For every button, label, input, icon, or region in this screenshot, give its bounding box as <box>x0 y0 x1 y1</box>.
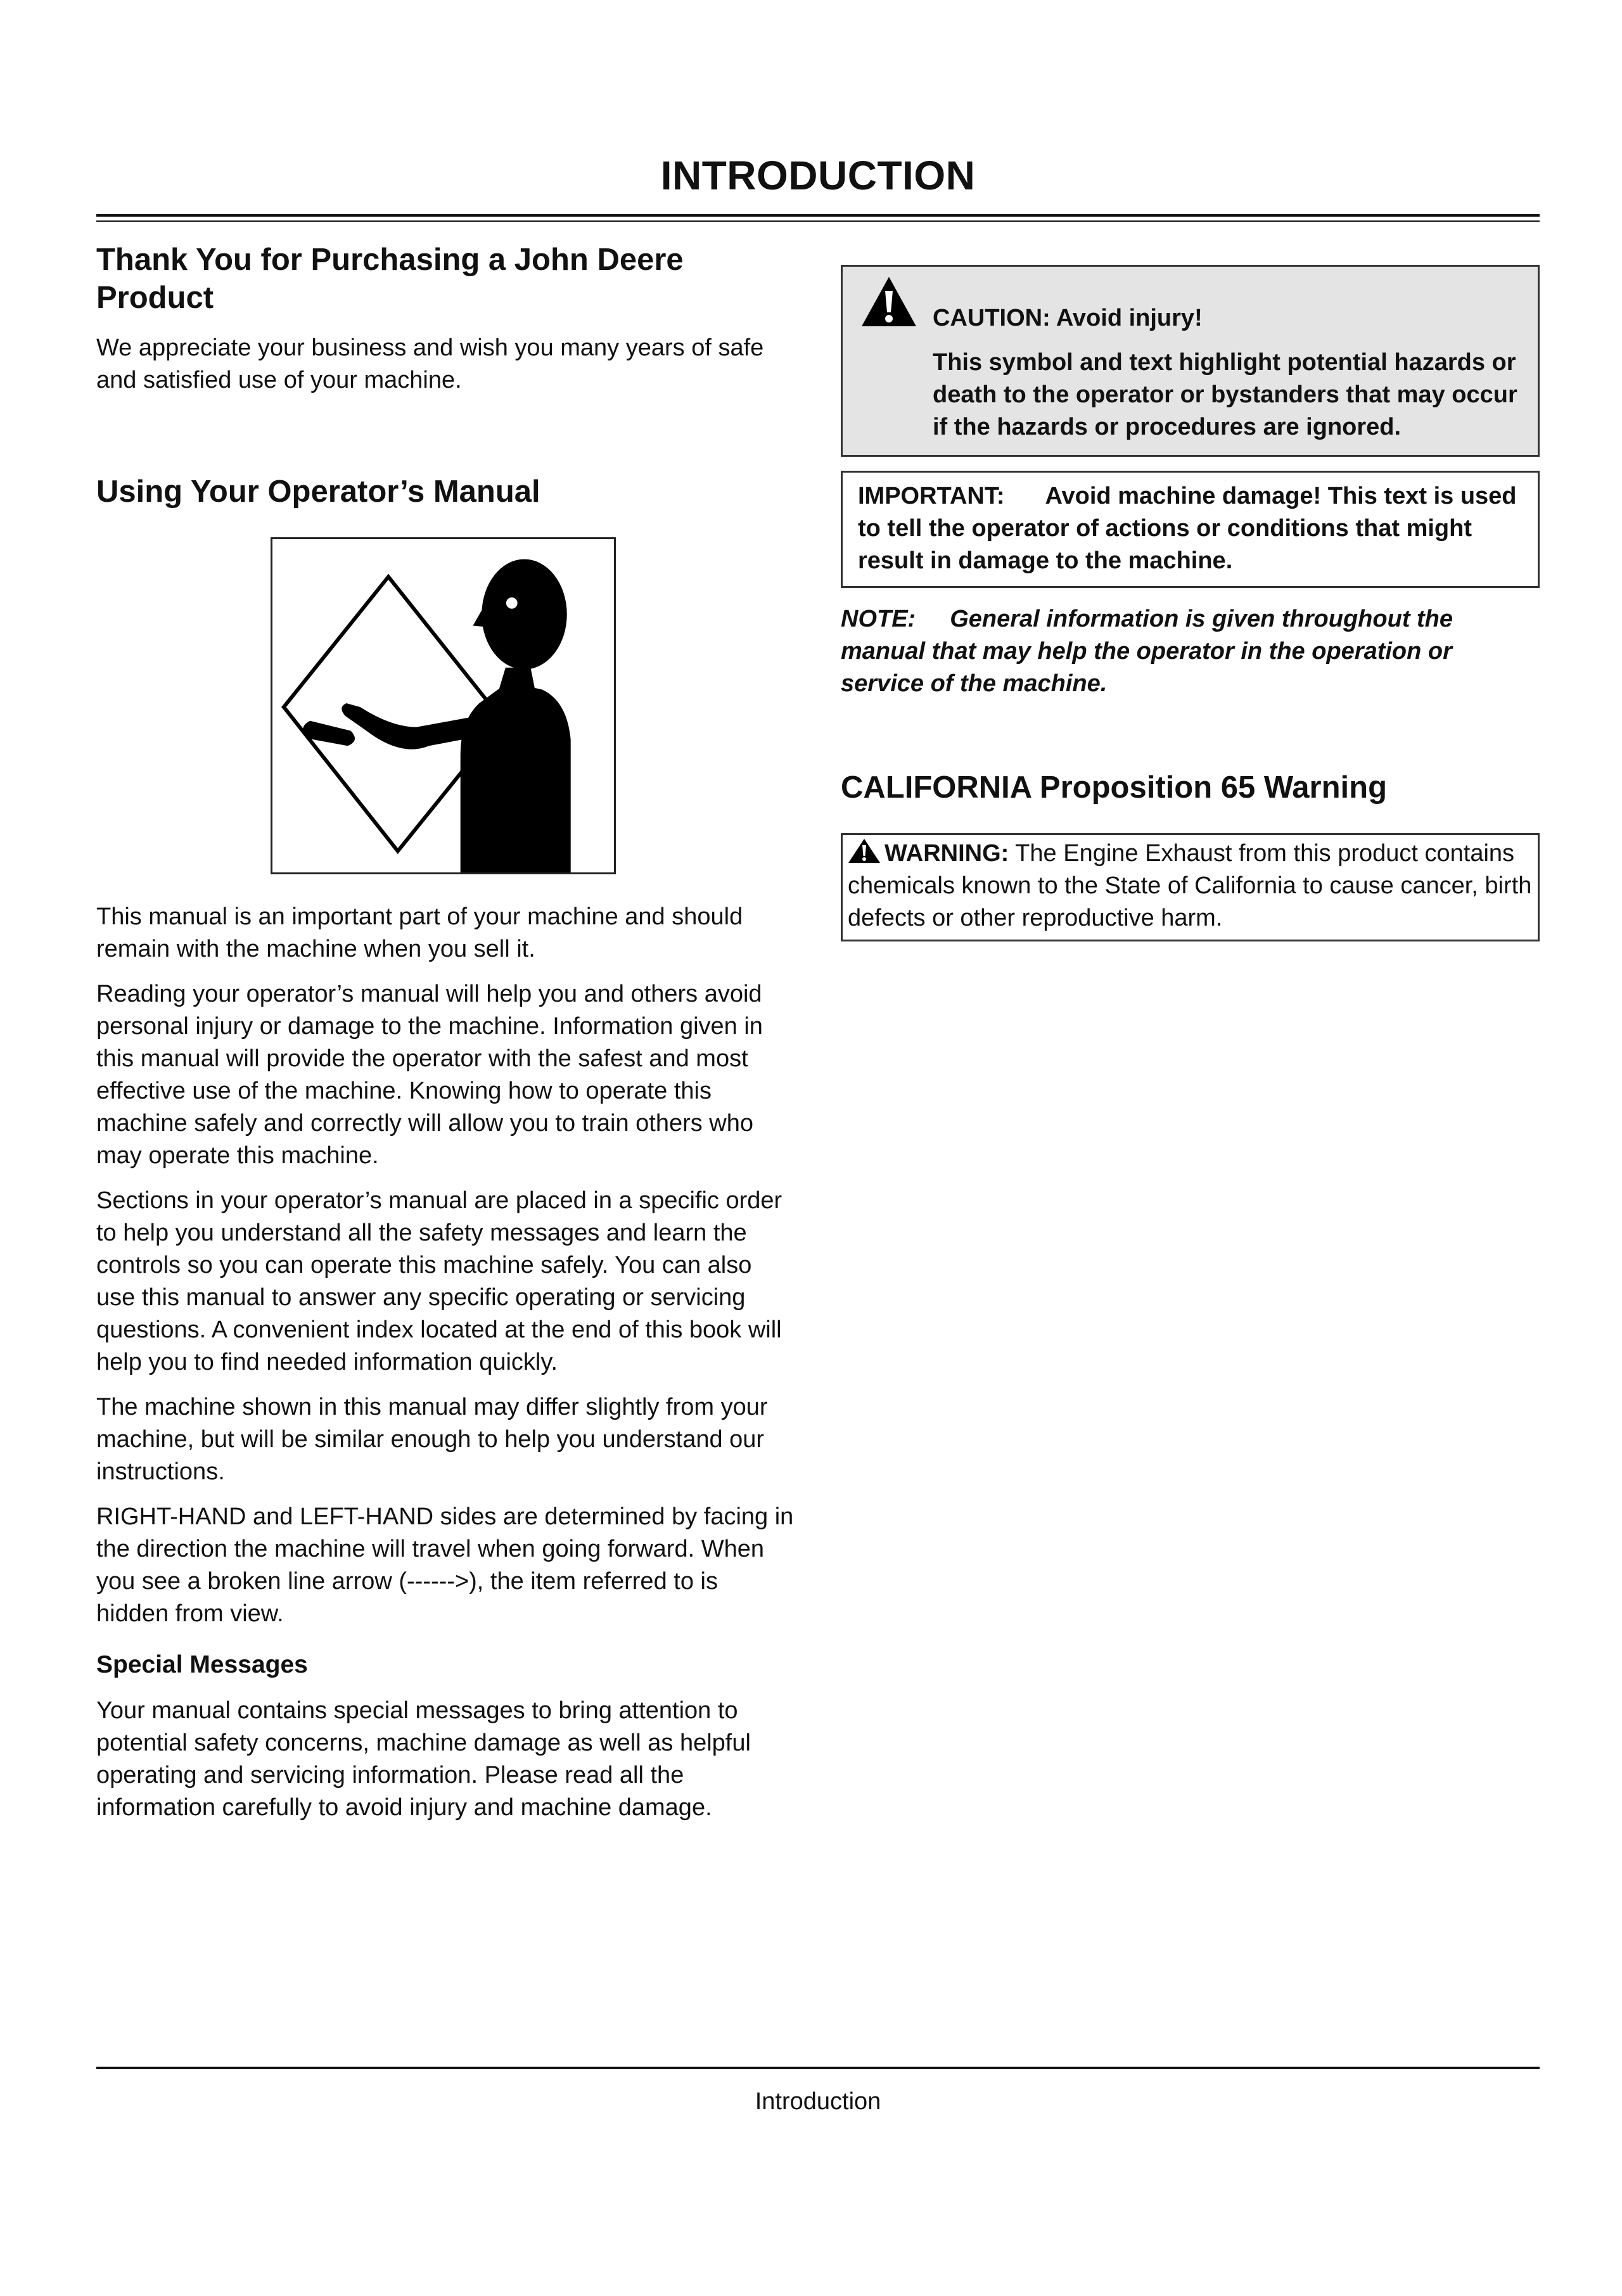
note <box>841 603 1540 700</box>
prop65-warning-box <box>841 833 1540 941</box>
caution-box <box>841 265 1540 457</box>
paragraph-machine-differ: The machine shown in this manual may differ slightly from your machine, but will be similar enough to help you understand our instructions. <box>96 1394 768 1485</box>
important-text: Avoid machine damage! This text is used to tell the operator of actions or conditions that might result in damage to the machine. <box>858 483 1517 574</box>
thankyou-text: We appreciate your business and wish you many years of safe and satisfied use of your machine. <box>96 335 764 393</box>
warning-triangle-icon <box>848 838 881 864</box>
header-rule <box>96 214 1540 222</box>
footer-rule <box>96 2067 1540 2069</box>
note-label: NOTE: <box>841 606 916 632</box>
paragraph-reading-manual: Reading your operator’s manual will help you and others avoid personal injury or damage to the machine. Information given in this manual will provide the operator with the safest and most effective use of the machine. Knowing how to operate this machine safely and correctly will allow you to train others who may operate this machine. <box>96 981 763 1169</box>
warning-label: WARNING: <box>884 840 1009 867</box>
warning-triangle-icon <box>860 276 917 328</box>
thankyou-heading: Thank You for Purchasing a John Deere Product <box>96 243 684 315</box>
manual-heading: Using Your Operator’s Manual <box>96 475 540 509</box>
page-title: INTRODUCTION <box>660 153 976 198</box>
important-label: IMPORTANT: <box>858 483 1005 509</box>
caution-heading: CAUTION: Avoid injury! <box>933 305 1203 331</box>
paragraph-sections: Sections in your operator’s manual are placed in a specific order to help you understand all the safety messages and learn the controls so you can operate this machine safely. You can also use this manual to answer any specific operating or servicing questions. A convenient index located at the end of this book will help you to find needed information quickly. <box>96 1187 782 1375</box>
caution-body: This symbol and text highlight potential hazards or death to the operator or bystanders that may occur if the hazards or procedures are ignored. <box>933 349 1517 440</box>
right-column <box>841 265 1540 941</box>
page-footer: Introduction <box>755 2088 881 2115</box>
note-text: General information is given throughout the manual that may help the operator in the operation or service of the machine. <box>841 606 1453 697</box>
special-messages-text: Your manual contains special messages to bring attention to potential safety concerns, machine damage as well as helpful operating and servicing information. Please read all the information carefully to avoid injury and machine damage. <box>96 1697 751 1821</box>
warning-text: The Engine Exhaust from this product contains chemicals known to the State of California to cause cancer, birth defects or other reproductive harm. <box>848 840 1532 931</box>
person-reading-manual-icon <box>271 537 616 874</box>
california-heading: CALIFORNIA Proposition 65 Warning <box>841 770 1388 805</box>
important-box <box>841 471 1540 588</box>
special-messages-heading: Special Messages <box>96 1651 308 1678</box>
paragraph-right-left-hand: RIGHT-HAND and LEFT-HAND sides are determined by facing in the direction the machine will travel when going forward. When you see a broken line arrow (------>), the item referred to is hidden from view. <box>96 1503 794 1627</box>
paragraph-manual-importance: This manual is an important part of your machine and should remain with the machine when you sell it. <box>96 903 743 962</box>
left-column <box>96 241 796 1824</box>
